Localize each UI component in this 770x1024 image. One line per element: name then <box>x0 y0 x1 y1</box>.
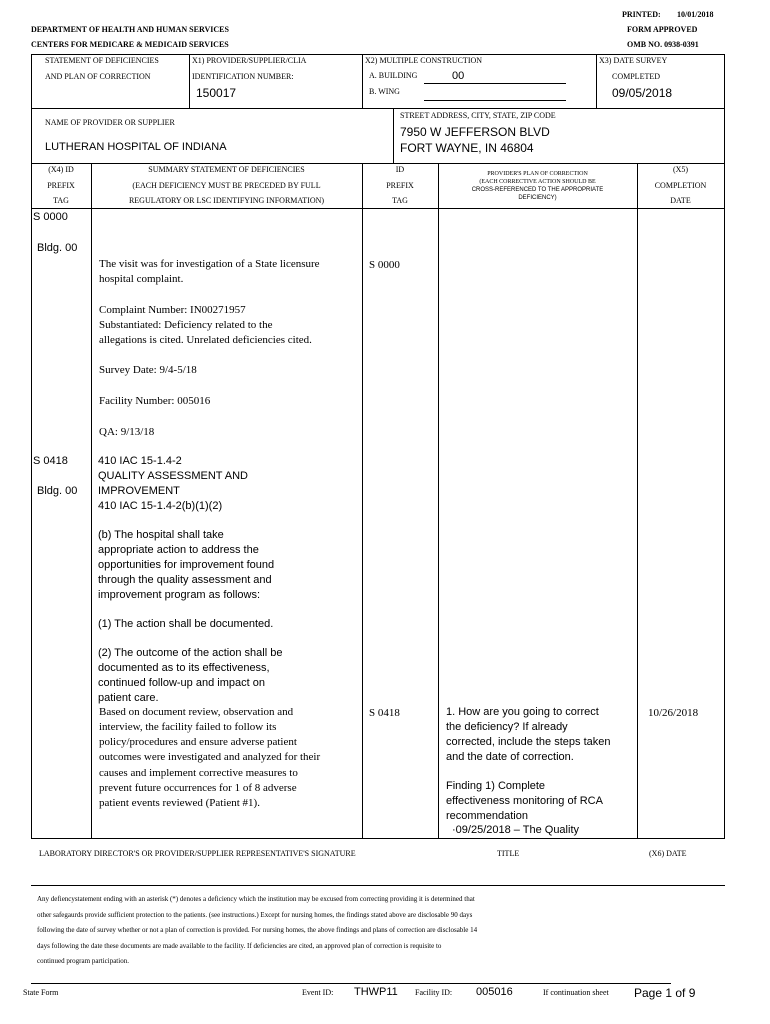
state-form-label: State Form <box>23 988 59 997</box>
disclaimer-line-4: days following the date these documents are made available to the facility. If deficiencies are cited, an approved plan of correction is requisite to <box>37 942 442 950</box>
footer-top-line <box>31 983 671 984</box>
column-header-bottom <box>31 208 725 209</box>
disclaimer-line-1: Any defiencystatement ending with an asterisk (*) denotes a deficiency which the institution may be excused from correcting providing it is determined that <box>37 895 475 903</box>
building-underline <box>424 83 566 84</box>
finding-line-3: policy/procedures and ensure adverse patient <box>99 736 297 748</box>
plan-line-1: 1. How are you going to correct <box>446 706 599 718</box>
provider-name-value: LUTHERAN HOSPITAL OF INDIANA <box>45 141 227 153</box>
department-title: DEPARTMENT OF HEALTH AND HUMAN SERVICES <box>31 25 229 34</box>
section-b-line-3: opportunities for improvement found <box>98 559 275 571</box>
building-2: Bldg. 00 <box>37 485 78 497</box>
summary-para-1-line-2: hospital complaint. <box>99 273 184 285</box>
summary-header-2: (EACH DEFICIENCY MUST BE PRECEDED BY FULL <box>132 181 321 190</box>
section-b-line-5: improvement program as follows: <box>98 589 261 601</box>
boxes-bottom <box>31 108 725 109</box>
disclaimer-line-3: following the date of survey whether or not a plan of correction is provided. For nursing homes, the above findings and plans of correction are disclosable 14 <box>37 926 478 934</box>
completion-date: 10/26/2018 <box>648 707 699 719</box>
address-line-1: 7950 W JEFFERSON BLVD <box>400 125 550 139</box>
printed-label: PRINTED: <box>622 10 661 19</box>
event-id-value: THWP11 <box>354 986 398 998</box>
finding-line-6: prevent future occurrences for 1 of 8 adverse <box>99 782 297 794</box>
plan-header-1: PROVIDER'S PLAN OF CORRECTION <box>487 171 588 177</box>
id-header-1: ID <box>395 165 405 174</box>
x2-label-1: X2) MULTIPLE CONSTRUCTION <box>365 56 483 65</box>
summary-header-1: SUMMARY STATEMENT OF DEFICIENCIES <box>148 165 305 174</box>
col-line-4 <box>637 163 638 838</box>
plan-line-7: recommendation <box>446 810 528 822</box>
plan-line-2: the deficiency? If already <box>446 721 568 733</box>
form-bottom-border <box>31 838 725 839</box>
x2-building-value: 00 <box>452 70 465 82</box>
section-b-line-2: appropriate action to address the <box>98 544 259 556</box>
x2-building-label: A. BUILDING <box>369 71 418 80</box>
regulation-line-2: QUALITY ASSESSMENT AND <box>98 470 248 482</box>
finding-line-5: causes and implement corrective measures to <box>99 767 298 779</box>
regulation-line-3: IMPROVEMENT <box>98 485 180 497</box>
plan-header-3: CROSS-REFERENCED TO THE APPROPRIATE <box>471 187 604 193</box>
printed-date: 10/01/2018 <box>677 10 714 19</box>
plan-line-5: Finding 1) Complete <box>446 780 546 792</box>
form-approved: FORM APPROVED <box>627 25 698 34</box>
regulation-line-1: 410 IAC 15-1.4-2 <box>98 455 182 467</box>
plan-line-6: effectiveness monitoring of RCA <box>446 795 603 807</box>
complaint-number: Complaint Number: IN00271957 <box>99 304 246 316</box>
x3-label-2: COMPLETED <box>612 72 660 81</box>
plan-header-4: DEFICIENCY) <box>518 195 557 201</box>
x5-header-1: (X5) <box>672 165 689 174</box>
complaint-allegations: allegations is cited. Unrelated deficiencies cited. <box>99 334 312 346</box>
omb-number: OMB NO. 0938-0391 <box>627 40 699 49</box>
x6-date-label: (X6) DATE <box>649 849 687 858</box>
survey-completed-date: 09/05/2018 <box>612 86 673 100</box>
regulation-line-4: 410 IAC 15-1.4-2(b)(1)(2) <box>98 500 223 512</box>
prefix-tag-2: S 0418 <box>33 455 68 467</box>
section-b-line-4: through the quality assessment and <box>98 574 272 586</box>
x1-label-2: IDENTIFICATION NUMBER: <box>192 72 294 81</box>
item-2-line-4: patient care. <box>98 692 159 704</box>
summary-header-3: REGULATORY OR LSC IDENTIFYING INFORMATION) <box>128 196 325 205</box>
title-label: TITLE <box>497 849 520 858</box>
address-label: STREET ADDRESS, CITY, STATE, ZIP CODE <box>400 111 556 120</box>
col-line-2 <box>362 163 363 838</box>
continuation-label: If continuation sheet <box>543 988 609 997</box>
finding-line-1: Based on document review, observation and <box>99 706 294 718</box>
item-2-line-1: (2) The outcome of the action shall be <box>98 647 283 659</box>
page-number: Page 1 of 9 <box>634 986 696 1000</box>
item-2-line-2: documented as to its effectiveness, <box>98 662 270 674</box>
facility-id-value: 005016 <box>476 986 513 998</box>
finding-line-2: interview, the facility failed to follow its <box>99 721 277 733</box>
provider-divider <box>393 108 394 163</box>
provider-bottom <box>31 163 725 164</box>
id-prefix-tag-1: S 0000 <box>369 259 400 271</box>
id-header-2: PREFIX <box>386 181 414 190</box>
statement-label-1: STATEMENT OF DEFICIENCIES <box>45 56 159 65</box>
section-b-line-1: (b) The hospital shall take <box>98 529 224 541</box>
id-header-3: TAG <box>392 196 408 205</box>
x1-label-1: X1) PROVIDER/SUPPLIER/CLIA <box>192 56 307 65</box>
boxes-divider-3 <box>596 54 597 108</box>
qa-date: QA: 9/13/18 <box>99 426 155 438</box>
event-id-label: Event ID: <box>302 988 334 997</box>
x5-header-3: DATE <box>670 196 691 205</box>
wing-underline <box>424 100 566 101</box>
x3-label-1: X3) DATE SURVEY <box>599 56 668 65</box>
plan-header-2: (EACH CORRECTIVE ACTION SHOULD BE <box>479 179 596 185</box>
boxes-divider-1 <box>189 54 190 108</box>
summary-para-1-line-1: The visit was for investigation of a State licensure <box>99 258 320 270</box>
prefix-tag-1: S 0000 <box>33 211 68 223</box>
provider-name-label: NAME OF PROVIDER OR SUPPLIER <box>45 118 175 127</box>
id-prefix-tag-2: S 0418 <box>369 707 400 719</box>
signature-label: LABORATORY DIRECTOR'S OR PROVIDER/SUPPLIER REPRESENTATIVE'S SIGNATURE <box>39 849 356 858</box>
item-2-line-3: continued follow-up and impact on <box>98 677 265 689</box>
x4-header-1: (X4) ID <box>48 165 74 174</box>
col-line-3 <box>438 163 439 838</box>
plan-line-8: ·09/25/2018 – The Quality <box>452 824 579 836</box>
boxes-divider-2 <box>362 54 363 108</box>
survey-date: Survey Date: 9/4-5/18 <box>99 364 197 376</box>
finding-line-7: patient events reviewed (Patient #1). <box>99 797 260 809</box>
disclaimer-line-5: continued program participation. <box>37 957 129 965</box>
plan-line-4: and the date of correction. <box>446 751 574 763</box>
disclaimer-line-2: other safegaurds provide sufficient protection to the patients. (see instructions.) Except for nursing homes, the findings stated above are disclosable 90 days <box>37 911 473 919</box>
form-right-border <box>724 54 725 838</box>
statement-label-2: AND PLAN OF CORRECTION <box>45 72 151 81</box>
cms-title: CENTERS FOR MEDICARE & MEDICAID SERVICES <box>31 40 229 49</box>
facility-id-label: Facility ID: <box>415 988 453 997</box>
x4-header-3: TAG <box>53 196 69 205</box>
building-1: Bldg. 00 <box>37 242 78 254</box>
finding-line-4: outcomes were investigated and analyzed for their <box>99 751 321 763</box>
signature-bottom-line <box>31 885 725 886</box>
form-top-border <box>31 54 725 55</box>
facility-number: Facility Number: 005016 <box>99 395 211 407</box>
item-1-line-1: (1) The action shall be documented. <box>98 618 274 630</box>
x2-wing-label: B. WING <box>369 87 400 96</box>
x4-header-2: PREFIX <box>47 181 75 190</box>
address-line-2: FORT WAYNE, IN 46804 <box>400 141 534 155</box>
plan-line-3: corrected, include the steps taken <box>446 736 611 748</box>
provider-id-value: 150017 <box>196 86 237 100</box>
col-line-1 <box>91 163 92 838</box>
complaint-substantiated: Substantiated: Deficiency related to the <box>99 319 273 331</box>
x5-header-2: COMPLETION <box>654 181 707 190</box>
